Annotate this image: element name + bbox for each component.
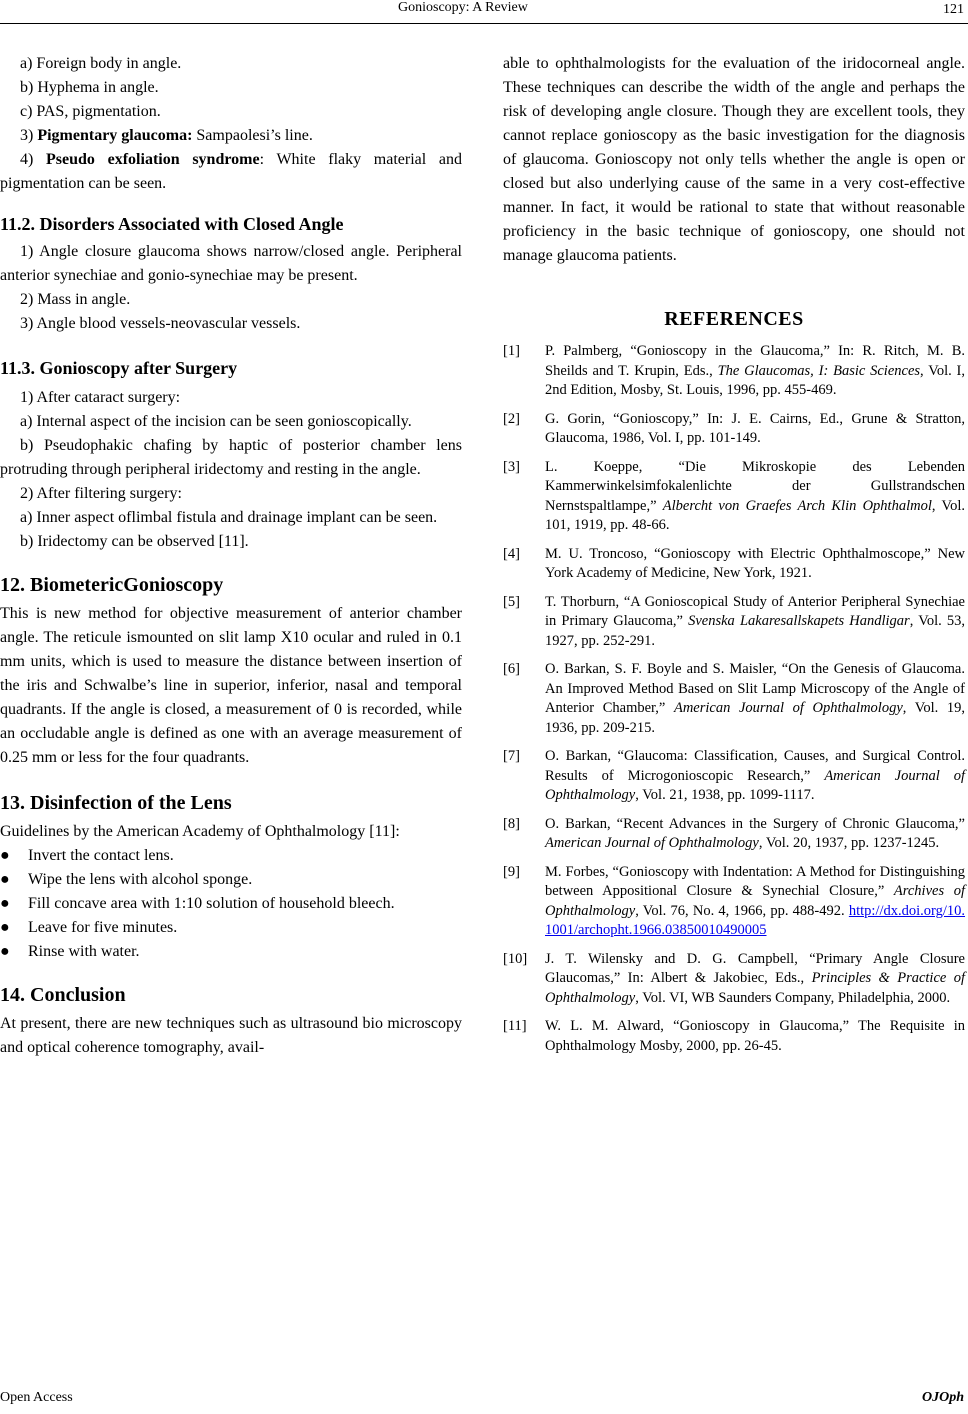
reference-text: G. Gorin, “Gonioscopy,” In: J. E. Cairns, Ed., Grune & Stratton, Glaucoma, 1986, Vol. I, pp. 101-149. xyxy=(545,410,965,446)
reference-details: , Vol. 21, 1938, pp. 1099-1117. xyxy=(635,787,815,803)
list-item: a) Inner aspect oflimbal fistula and drainage implant can be seen. xyxy=(20,509,438,526)
bullet-icon: ● xyxy=(0,919,10,936)
page-number: 121 xyxy=(943,2,964,17)
list-item: 1) Angle closure glaucoma shows narrow/closed angle. Peripheral anterior synechiae and gonio-synechiae may be present. xyxy=(0,243,462,284)
reference-source-title: American Journal of Ophthalmology xyxy=(545,767,966,803)
reference-item xyxy=(503,863,965,941)
reference-item xyxy=(503,815,965,854)
reference-number: [11] xyxy=(503,1018,527,1034)
bullet-icon: ● xyxy=(0,871,10,888)
conclusion-body-part2: able to ophthalmologists for the evaluation of the iridocorneal angle. These techniques can describe the width of the angle and perhaps the risk of developing angle closure. Though they are excellent tools, they cannot replace gonioscopy as the basic investigation for the diagnosis of glaucoma. Gonioscopy not only tells whether the angle is open or closed but also underlying cause of the same in a very cost-effective manner. In fact, it would be rational to state that without reasonable proficiency in the basic technique of gonioscopy, one should not manage glaucoma patients. xyxy=(503,55,965,264)
reference-source-title: Principles & Practice of Ophthalmology xyxy=(545,970,965,1006)
reference-number: [2] xyxy=(503,410,520,427)
reference-number: [9] xyxy=(503,863,520,880)
list-item: 1) After cataract surgery: xyxy=(20,389,181,406)
reference-text: L. Koeppe, “Die Mikroskopie des Lebenden Kammerwinkelsimfokalenlichte der Gullstrandschen Nernstspaltlampe,” xyxy=(545,458,965,514)
list-item: b) Pseudophakic chafing by haptic of posterior chamber lens protruding through peripheral iridectomy and resting in the angle. xyxy=(0,437,462,478)
list-item: a) Foreign body in angle. xyxy=(20,55,182,72)
reference-source-title: American Journal of Ophthalmology xyxy=(545,835,759,851)
list-item: 2) After filtering surgery: xyxy=(20,485,182,502)
reference-source-title: Archives of Ophthalmology xyxy=(545,883,965,919)
reference-source-title: Albercht von Graefes Arch Klin Ophthalmol xyxy=(662,497,932,514)
reference-details: , Vol. 20, 1937, pp. 1237-1245. xyxy=(758,835,940,851)
section-heading-12: 12. BiometericGonioscopy xyxy=(0,574,224,596)
reference-number: [8] xyxy=(503,815,520,832)
list-item xyxy=(0,868,462,892)
bullet-icon: ● xyxy=(0,943,10,960)
reference-details: , Vol. 19, 1936, pp. 209-215. xyxy=(545,700,965,736)
reference-text: P. Palmberg, “Gonioscopy in the Glaucoma,” In: R. Ritch, M. B. Sheilds and T. Krupin, Eds., xyxy=(545,343,965,379)
reference-text: M. U. Troncoso, “Gonioscopy with Electric Ophthalmoscope,” New York Academy of Medicine, New York, 1921. xyxy=(545,545,965,581)
item-description: : White flaky material and pigmentation can be seen. xyxy=(0,151,463,192)
reference-item xyxy=(503,410,965,449)
reference-text: M. Forbes, “Gonioscopy with Indentation: A Method for Distinguishing between Appositional Closure & Synechial Closure,” xyxy=(545,863,965,899)
bullet-icon: ● xyxy=(0,847,10,864)
reference-text: O. Barkan, S. F. Boyle and S. Maisler, “On the Genesis of Glaucoma. An Improved Method Based on Slit Lamp Microscopy of the Angle of Anterior Chamber,” xyxy=(545,661,965,716)
header-rule xyxy=(0,23,968,24)
reference-item xyxy=(503,1017,965,1056)
reference-source-title: The Glaucomas, I: Basic Sciences xyxy=(717,362,921,379)
item-prefix: 4) xyxy=(20,151,47,168)
list-item xyxy=(0,916,462,940)
list-item xyxy=(0,124,462,148)
item-prefix: 3) xyxy=(20,127,38,144)
bullet-icon: ● xyxy=(0,895,10,912)
reference-item xyxy=(503,458,965,536)
list-item xyxy=(0,148,462,196)
reference-details: , Vol. 76, No. 4, 1966, pp. 488-492. xyxy=(635,902,845,919)
reference-item xyxy=(503,593,965,652)
bullet-text: Fill concave area with 1:10 solution of household bleech. xyxy=(28,895,395,912)
reference-number: [10] xyxy=(503,950,528,967)
list-item: a) Internal aspect of the incision can be seen gonioscopically. xyxy=(20,413,412,430)
list-item: 2) Mass in angle. xyxy=(20,291,131,308)
reference-source-title: Svenska Lakaresallskapets Handligar xyxy=(688,613,910,629)
reference-item xyxy=(503,950,965,1009)
reference-details: , Vol. VI, WB Saunders Company, Philadelphia, 2000. xyxy=(635,989,951,1006)
item-description: Sampaolesi’s line. xyxy=(192,127,313,144)
bullet-text: Wipe the lens with alcohol sponge. xyxy=(28,871,253,888)
reference-number: [6] xyxy=(503,661,520,677)
reference-text: O. Barkan, “Glaucoma: Classification, Causes, and Surgical Control. Results of Microgonioscopic Research,” xyxy=(545,748,965,784)
reference-number: [4] xyxy=(503,545,520,562)
left-column xyxy=(0,52,462,1060)
reference-number: [1] xyxy=(503,343,520,359)
reference-doi-link[interactable]: http://dx.doi.org/10.1001/archopht.1966.03850010490005 xyxy=(545,902,966,938)
reference-details: , Vol. 101, 1919, pp. 48-66. xyxy=(545,497,965,533)
reference-item xyxy=(503,747,965,806)
item-term: Pigmentary glaucoma: xyxy=(37,127,193,144)
footer-open-access: Open Access xyxy=(0,1390,73,1405)
conclusion-body-part1: At present, there are new techniques such as ultrasound bio microscopy and optical coherence tomography, avail- xyxy=(0,1015,462,1056)
item-term: Pseudo exfoliation syndrome xyxy=(46,151,260,168)
list-item xyxy=(0,844,462,868)
reference-item xyxy=(503,342,965,401)
list-item: 3) Angle blood vessels-neovascular vessels. xyxy=(20,315,301,332)
reference-details: , Vol. I, 2nd Edition, Mosby, St. Louis, 1996, pp. 455-469. xyxy=(545,362,966,398)
reference-number: [5] xyxy=(503,593,520,610)
section-body-12: This is new method for objective measurement of anterior chamber angle. The reticule ismounted on slit lamp X10 ocular and ruled in 0.1 mm units, which is used to measure the distance between insertion of the iris and Schwalbe’s line in superior, inferior, nasal and temporal quadrants. If the angle is closed, a measurement of 0 is recorded, while an occludable angle is defined as one with an average measurement of 0.25 mm or less for the four quadrants. xyxy=(0,605,462,766)
reference-text: O. Barkan, “Recent Advances in the Surgery of Chronic Glaucoma,” xyxy=(545,815,965,832)
reference-item xyxy=(503,545,965,584)
footer-journal: OJOph xyxy=(921,1390,964,1405)
reference-number: [3] xyxy=(503,458,520,475)
list-item xyxy=(0,940,462,964)
list-item: c) PAS, pigmentation. xyxy=(20,103,161,120)
section-heading-11-3: 11.3. Gonioscopy after Surgery xyxy=(0,358,238,378)
section-heading-14: 14. Conclusion xyxy=(0,984,126,1006)
references-heading: REFERENCES xyxy=(664,308,804,330)
bullet-text: Leave for five minutes. xyxy=(28,919,178,936)
reference-source-title: American Journal of Ophthalmology xyxy=(673,700,903,716)
bullet-text: Invert the contact lens. xyxy=(28,847,174,864)
running-title: Gonioscopy: A Review xyxy=(398,0,528,15)
list-item xyxy=(0,892,462,916)
reference-item xyxy=(503,660,965,738)
reference-details: , Vol. 53, 1927, pp. 252-291. xyxy=(545,613,965,649)
bullet-text: Rinse with water. xyxy=(28,943,140,960)
reference-text: T. Thorburn, “A Gonioscopical Study of Anterior Peripheral Synechiae in Primary Glaucoma,” xyxy=(545,593,965,629)
section-heading-13: 13. Disinfection of the Lens xyxy=(0,792,232,814)
list-item: b) Hyphema in angle. xyxy=(20,79,159,96)
section-intro-13: Guidelines by the American Academy of Ophthalmology [11]: xyxy=(0,823,400,840)
reference-list xyxy=(503,342,965,1056)
list-item: b) Iridectomy can be observed [11]. xyxy=(20,533,249,550)
reference-number: [7] xyxy=(503,748,520,764)
reference-text: W. L. M. Alward, “Gonioscopy in Glaucoma,” The Requisite in Ophthalmology Mosby, 2000, pp. 26-45. xyxy=(545,1018,965,1054)
section-heading-11-2: 11.2. Disorders Associated with Closed Angle xyxy=(0,214,344,234)
reference-text: J. T. Wilensky and D. G. Campbell, “Primary Angle Closure Glaucomas,” In: Albert & Jakobiec, Eds., xyxy=(545,950,965,986)
running-head xyxy=(0,0,968,24)
right-column xyxy=(503,52,965,1065)
